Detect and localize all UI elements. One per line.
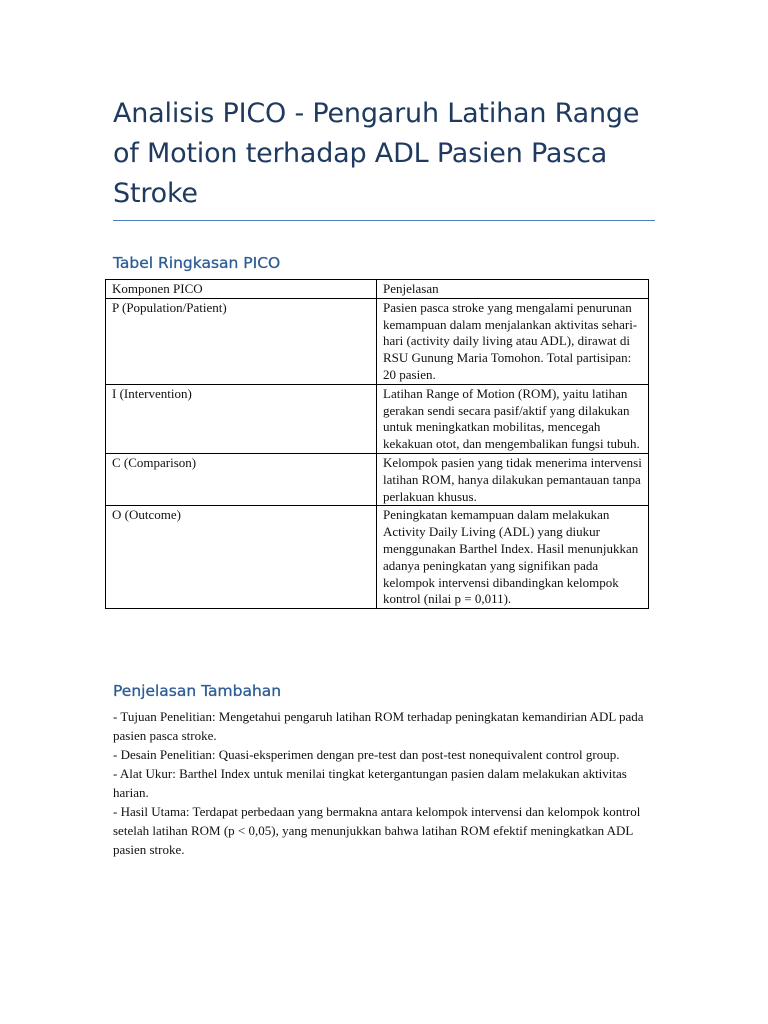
list-item: - Desain Penelitian: Quasi-eksperimen dengan pre-test dan post-test nonequivalent control group.	[113, 747, 620, 762]
title-divider	[113, 220, 655, 221]
description-cell: Latihan Range of Motion (ROM), yaitu latihan gerakan sendi secara pasif/aktif yang dilakukan untuk meningkatkan mobilitas, mencegah kekakuan otot, dan mengembalikan fungsi tubuh.	[377, 384, 649, 453]
table-section-heading: Tabel Ringkasan PICO	[113, 254, 281, 272]
table-row	[106, 298, 649, 384]
header-cell-description: Penjelasan	[377, 280, 649, 299]
pico-table	[105, 279, 649, 609]
extra-section-heading: Penjelasan Tambahan	[113, 682, 282, 700]
component-cell: I (Intervention)	[106, 384, 377, 453]
list-item: - Hasil Utama: Terdapat perbedaan yang bermakna antara kelompok intervensi dan kelompok kontrol setelah latihan ROM (p < 0,05), yang menunjukkan bahwa latihan ROM efektif meningkatkan ADL pasien stroke.	[113, 804, 641, 857]
component-cell: C (Comparison)	[106, 453, 377, 505]
table-header-row	[106, 280, 649, 299]
table-row	[106, 453, 649, 505]
list-item: - Alat Ukur: Barthel Index untuk menilai tingkat ketergantungan pasien dalam melakukan aktivitas harian.	[113, 766, 627, 800]
description-cell: Pasien pasca stroke yang mengalami penurunan kemampuan dalam menjalankan aktivitas sehari-hari (activity daily living atau ADL), dirawat di RSU Gunung Maria Tomohon. Total partisipan: 20 pasien.	[377, 298, 649, 384]
list-item: - Tujuan Penelitian: Mengetahui pengaruh latihan ROM terhadap peningkatan kemandirian ADL pada pasien pasca stroke.	[113, 709, 644, 743]
document-title: Analisis PICO - Pengaruh Latihan Range of Motion terhadap ADL Pasien Pasca Stroke	[113, 98, 640, 209]
extra-explanation-list	[113, 707, 653, 859]
description-cell: Peningkatan kemampuan dalam melakukan Activity Daily Living (ADL) yang diukur menggunakan Barthel Index. Hasil menunjukkan adanya peningkatan yang signifikan pada kelompok intervensi dibandingkan kelompok kontrol (nilai p = 0,011).	[377, 506, 649, 609]
description-cell: Kelompok pasien yang tidak menerima intervensi latihan ROM, hanya dilakukan pemantauan tanpa perlakuan khusus.	[377, 453, 649, 505]
component-cell: O (Outcome)	[106, 506, 377, 609]
header-cell-component: Komponen PICO	[106, 280, 377, 299]
table-row	[106, 384, 649, 453]
table-row	[106, 506, 649, 609]
component-cell: P (Population/Patient)	[106, 298, 377, 384]
